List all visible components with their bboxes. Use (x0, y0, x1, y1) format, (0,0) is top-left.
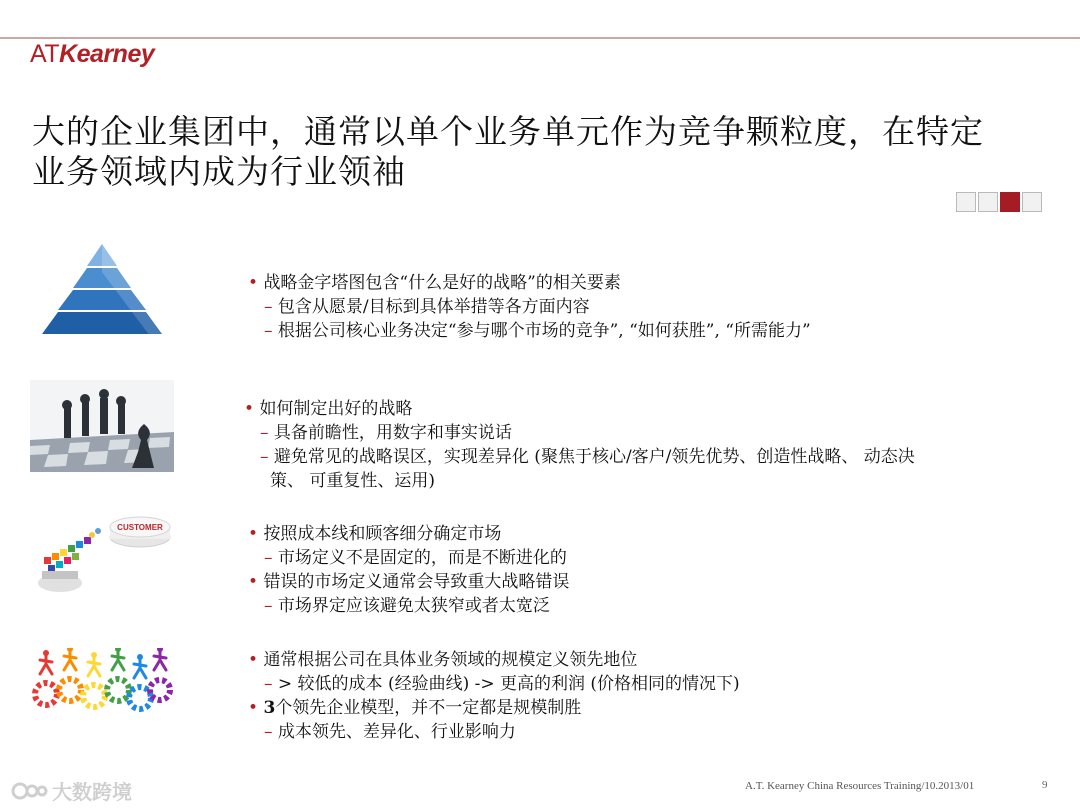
section-strategy-pyramid (248, 271, 811, 343)
bullet-line: • 按照成本线和顾客细分确定市场 (248, 524, 502, 544)
sub-bullet-line: – 市场定义不是固定的，而是不断进化的 (264, 548, 567, 568)
pyramid-icon (30, 242, 174, 337)
watermark-text: 大数跨境 (52, 780, 132, 804)
page-title (32, 112, 1052, 192)
bullet-line: • 错误的市场定义通常会导致重大战略错误 (248, 572, 570, 592)
bullet-marker: • (248, 273, 264, 293)
progress-square-1 (956, 192, 976, 212)
watermark (10, 776, 132, 805)
bullet-line: • 3个领先企业模型，并不一定都是规模制胜 (248, 698, 582, 718)
section-market-definition (248, 522, 569, 618)
bullet-line: • 战略金字塔图包含“什么是好的战略”的相关要素 (248, 273, 621, 293)
sub-bullet-line: – 根据公司核心业务决定“参与哪个市场的竞争”, “如何获胜”, “所需能力” (264, 321, 811, 341)
bullet-line: • 通常根据公司在具体业务领域的规模定义领先地位 (248, 650, 638, 670)
section-leadership-position (248, 648, 740, 744)
progress-square-4 (1022, 192, 1042, 212)
progress-square-2 (978, 192, 998, 212)
sub-bullet-line: – 避免常见的战略误区，实现差异化 (聚焦于核心/客户/领先优势、创造性战略、 动态决 (260, 447, 915, 467)
section-progress-indicator (956, 192, 1042, 212)
sub-bullet-line: – > 较低的成本 (经验曲线) -> 更高的利润 (价格相同的情况下) (264, 674, 740, 694)
footer-text: A.T. Kearney China Resources Training/10.2013/01 (745, 780, 975, 792)
watermark-logo-icon (10, 779, 48, 803)
progress-square-3 (1000, 192, 1020, 212)
sub-bullet-line: – 市场界定应该避免太狭窄或者太宽泛 (264, 596, 550, 616)
customer-icon (30, 505, 174, 601)
chess-icon (30, 380, 174, 472)
gears-people-icon (30, 648, 174, 716)
customer-label: CUSTOMER (117, 523, 163, 532)
sub-bullet-line: – 包含从愿景/目标到具体举措等各方面内容 (264, 297, 590, 317)
bullet-line: • 如何制定出好的战略 (244, 399, 413, 419)
title-line-2: 业务领域内成为行业领袖 (32, 152, 406, 191)
top-divider (0, 37, 1080, 39)
sub-bullet-line: – 具备前瞻性，用数字和事实说话 (260, 423, 512, 443)
page-number: 9 (1042, 779, 1048, 791)
sub-bullet-line: – 成本领先、差异化、行业影响力 (264, 722, 516, 742)
title-line-1: 大的企业集团中，通常以单个业务单元作为竞争颗粒度，在特定 (32, 112, 984, 151)
sub-bullet-continuation: 策、 可重复性、运用) (270, 471, 436, 491)
section-good-strategy (244, 397, 915, 493)
company-logo: ATKearney (30, 40, 155, 68)
